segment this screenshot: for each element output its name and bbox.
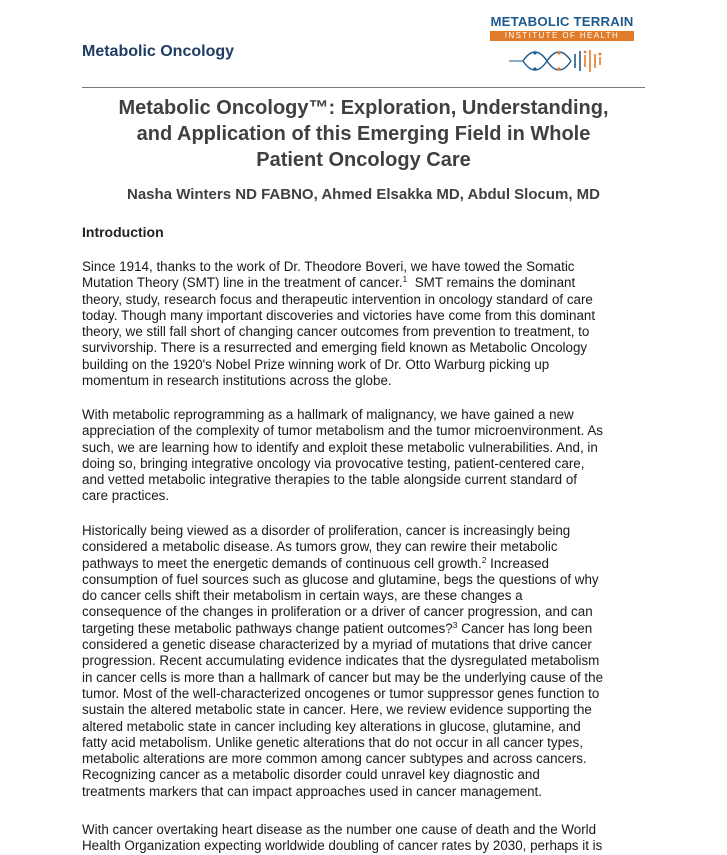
paragraph (82, 407, 652, 505)
paragraph-line (82, 621, 652, 637)
paragraph (82, 523, 652, 800)
paragraph-line (82, 702, 652, 718)
paragraph-line (82, 637, 652, 653)
paragraph-line (82, 556, 652, 572)
institute-logo (487, 12, 637, 78)
line-text: altered metabolic state in cancer including key alterations in glucose, glutamine, and (82, 718, 581, 734)
paragraph (82, 822, 652, 855)
line-text: theory, study, research focus and therapeutic intervention in oncology standard of care (82, 291, 593, 307)
paragraph-line (82, 357, 652, 373)
paragraph-line (82, 588, 652, 604)
line-text: today. Though many important discoveries and victories have come from this dominant (82, 307, 596, 323)
paragraph-line (82, 423, 652, 439)
line-text: Health Organization expecting worldwide doubling of cancer rates by 2030, perhaps it is (82, 838, 603, 854)
paragraph-line (82, 751, 652, 767)
line-text: momentum in research institutions across the globe. (82, 373, 392, 389)
line-text: consequence of the changes in proliferation or a driver of cancer progression, and can (82, 604, 593, 620)
line-text: targeting these metabolic pathways change patient outcomes? (82, 620, 453, 636)
line-text: survivorship. There is a resurrected and emerging field known as Metabolic Oncology (82, 340, 588, 356)
paper-title (82, 95, 645, 173)
line-text: fatty acid metabolism. Unlike genetic alterations that do not occur in all cancer types, (82, 734, 583, 750)
line-text: Historically being viewed as a disorder of proliferation, cancer is increasingly being (82, 523, 571, 538)
paragraph-line (82, 822, 652, 838)
citation-superscript: 3 (452, 619, 458, 630)
paragraph-line (82, 275, 652, 291)
line-text: Recognizing cancer as a metabolic disorder could unravel key diagnostic and (82, 767, 540, 783)
citation-superscript: 2 (481, 554, 487, 565)
title-line: Metabolic Oncology™: Exploration, Understanding, (118, 97, 609, 119)
paragraph (82, 259, 652, 389)
paragraph-line (82, 488, 652, 504)
line-text: in cancer cells is more than a hallmark of cancer but may be the underlying cause of the (82, 669, 604, 685)
line-text: pathways to meet the energetic demands of continuous cell growth. (82, 555, 482, 571)
line-text-continued: SMT remains the dominant (407, 275, 576, 291)
paragraph-line (82, 523, 652, 539)
line-text-continued: Increased (486, 555, 549, 571)
paragraph-line (82, 456, 652, 472)
line-text: appreciation of the complexity of tumor metabolism and the tumor microenvironment. As (82, 423, 603, 439)
line-text: such, we are learning how to identify and exploit these metabolic vulnerabilities. And, in (82, 439, 598, 455)
line-text: doing so, bringing integrative oncology via provocative testing, patient-centered care, (82, 455, 585, 471)
dna-helix-icon (509, 46, 615, 76)
line-text: care practices. (82, 488, 170, 504)
line-text: building on the 1920's Nobel Prize winning work of Dr. Otto Warburg picking up (82, 356, 550, 372)
paragraph-line (82, 719, 652, 735)
logo-subtitle: INSTITUTE OF HEALTH (490, 31, 634, 41)
paragraph-line (82, 259, 652, 275)
paragraph-line (82, 670, 652, 686)
paragraph-line (82, 686, 652, 702)
paragraph-line (82, 340, 652, 356)
line-text: theory, we still fall short of changing cancer outcomes from prevention to treatment, to (82, 324, 590, 340)
paragraph-line (82, 440, 652, 456)
line-text-continued: Cancer has long been (457, 620, 593, 636)
line-text: considered a genetic disease characterized by a myriad of mutations that drive cancer (82, 637, 592, 653)
paragraph-line (82, 784, 652, 800)
line-text: and vetted metabolic integrative therapies to the table alongside current standard of (82, 472, 578, 488)
line-text: progression. Recent accumulating evidence indicates that the dysregulated metabolism (82, 653, 600, 669)
line-text: metabolic alterations are more common among cancer subtypes and across cancers. (82, 751, 587, 767)
author-list: Nasha Winters ND FABNO, Ahmed Elsakka MD, Abdul Slocum, MD (127, 186, 600, 203)
paragraph-line (82, 324, 652, 340)
line-text: Since 1914, thanks to the work of Dr. Theodore Boveri, we have towed the Somatic (82, 259, 575, 274)
line-text: considered a metabolic disease. As tumors grow, they can rewire their metabolic (82, 539, 558, 555)
line-text: With metabolic reprogramming as a hallmark of malignancy, we have gained a new (82, 407, 574, 422)
paragraph-line (82, 472, 652, 488)
section-heading-introduction: Introduction (82, 224, 164, 240)
paragraph-line (82, 373, 652, 389)
paragraph-line (82, 308, 652, 324)
paragraph-line (82, 292, 652, 308)
line-text: Mutation Theory (SMT) line in the treatment of cancer. (82, 275, 403, 291)
line-text: do cancer cells shift their metabolism in certain ways, are these changes a (82, 588, 523, 604)
line-text: sustain the altered metabolic state in cancer. Here, we review evidence supporting the (82, 702, 592, 718)
citation-superscript: 1 (402, 274, 408, 285)
paragraph-line (82, 653, 652, 669)
paragraph-line (82, 407, 652, 423)
paragraph-line (82, 539, 652, 555)
title-line: and Application of this Emerging Field in Whole (136, 123, 591, 145)
paragraph-line (82, 735, 652, 751)
paragraph-line (82, 767, 652, 783)
paragraph-line (82, 838, 652, 854)
line-text: treatments markers that can impact approaches used in cancer management. (82, 783, 542, 799)
title-line: Patient Oncology Care (256, 149, 471, 171)
logo-name: METABOLIC TERRAIN (490, 14, 634, 29)
line-text: consumption of fuel sources such as glucose and glutamine, begs the questions of why (82, 571, 599, 587)
header-divider (82, 87, 645, 88)
paragraph-line (82, 604, 652, 620)
line-text: tumor. Most of the well-characterized oncogenes or tumor suppressor genes function to (82, 685, 600, 701)
running-header-title: Metabolic Oncology (82, 43, 235, 60)
paragraph-line (82, 572, 652, 588)
line-text: With cancer overtaking heart disease as the number one cause of death and the World (82, 822, 597, 837)
